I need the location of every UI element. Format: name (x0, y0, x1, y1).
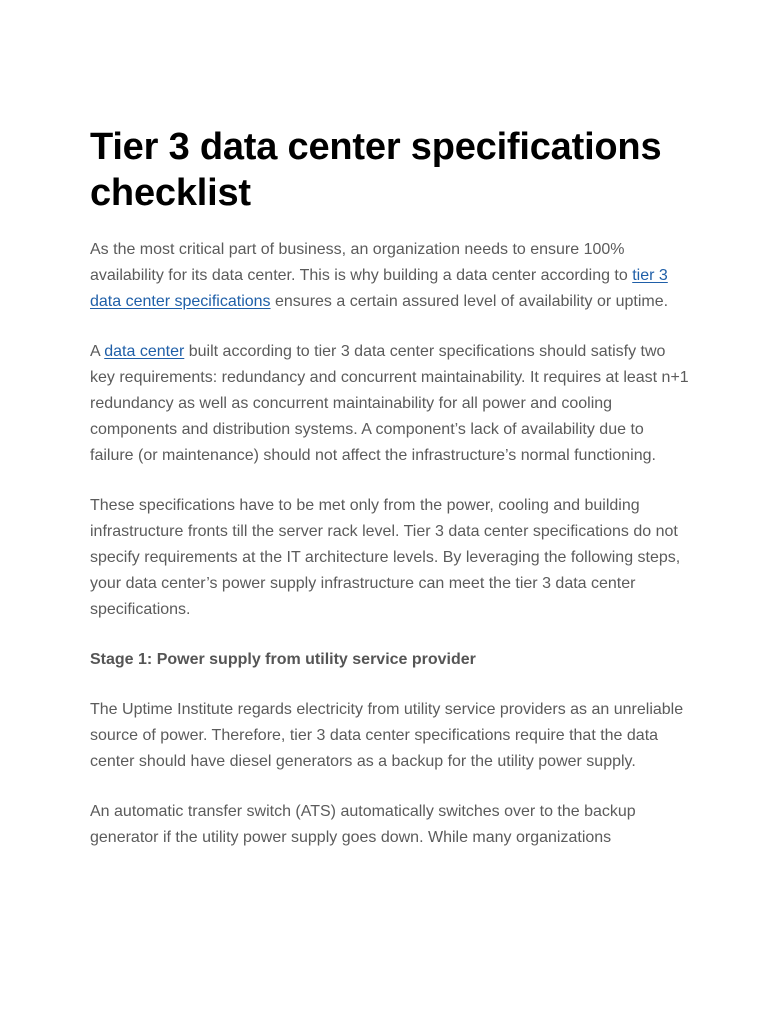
stage-1-heading: Stage 1: Power supply from utility service provider (90, 651, 476, 668)
paragraph-requirements-text-1: A (90, 343, 105, 360)
paragraph-utility-power: The Uptime Institute regards electricity from utility service providers as an unreliable source of power. Therefore, tier 3 data center specifications require that the data center should have diesel generators as a backup for the utility power supply. (90, 701, 684, 770)
paragraph-scope: These specifications have to be met only from the power, cooling and building infrastructure fronts till the server rack level. Tier 3 data center specifications do not specify requirements at the IT architecture levels. By leveraging the following steps, your data center’s power supply infrastructure can meet the tier 3 data center specifications. (90, 497, 681, 618)
article-title: Tier 3 data center specifications checklist (90, 126, 662, 214)
paragraph-ats: An automatic transfer switch (ATS) automatically switches over to the backup generator if the utility power supply goes down. While many organizations (90, 803, 636, 846)
data-center-link[interactable]: data center (104, 343, 185, 360)
paragraph-requirements (90, 339, 690, 469)
tier3-specifications-link[interactable]: tier 3 data center specifications (90, 267, 668, 310)
paragraph-intro (90, 237, 690, 315)
paragraph-requirements-text-2: built according to tier 3 data center specifications should satisfy two key requirements: redundancy and concurrent maintainability. It requires at least n+1 redundancy as well as concurrent maintainability for all power and cooling components and distribution systems. A component’s lack of availability due to failure (or maintenance) should not affect the infrastructure’s normal functioning. (90, 343, 689, 464)
article (90, 124, 690, 851)
paragraph-intro-text-2: ensures a certain assured level of availability or uptime. (270, 293, 669, 310)
paragraph-intro-text-1: As the most critical part of business, an organization needs to ensure 100% availability for its data center. This is why building a data center according to (90, 241, 633, 284)
